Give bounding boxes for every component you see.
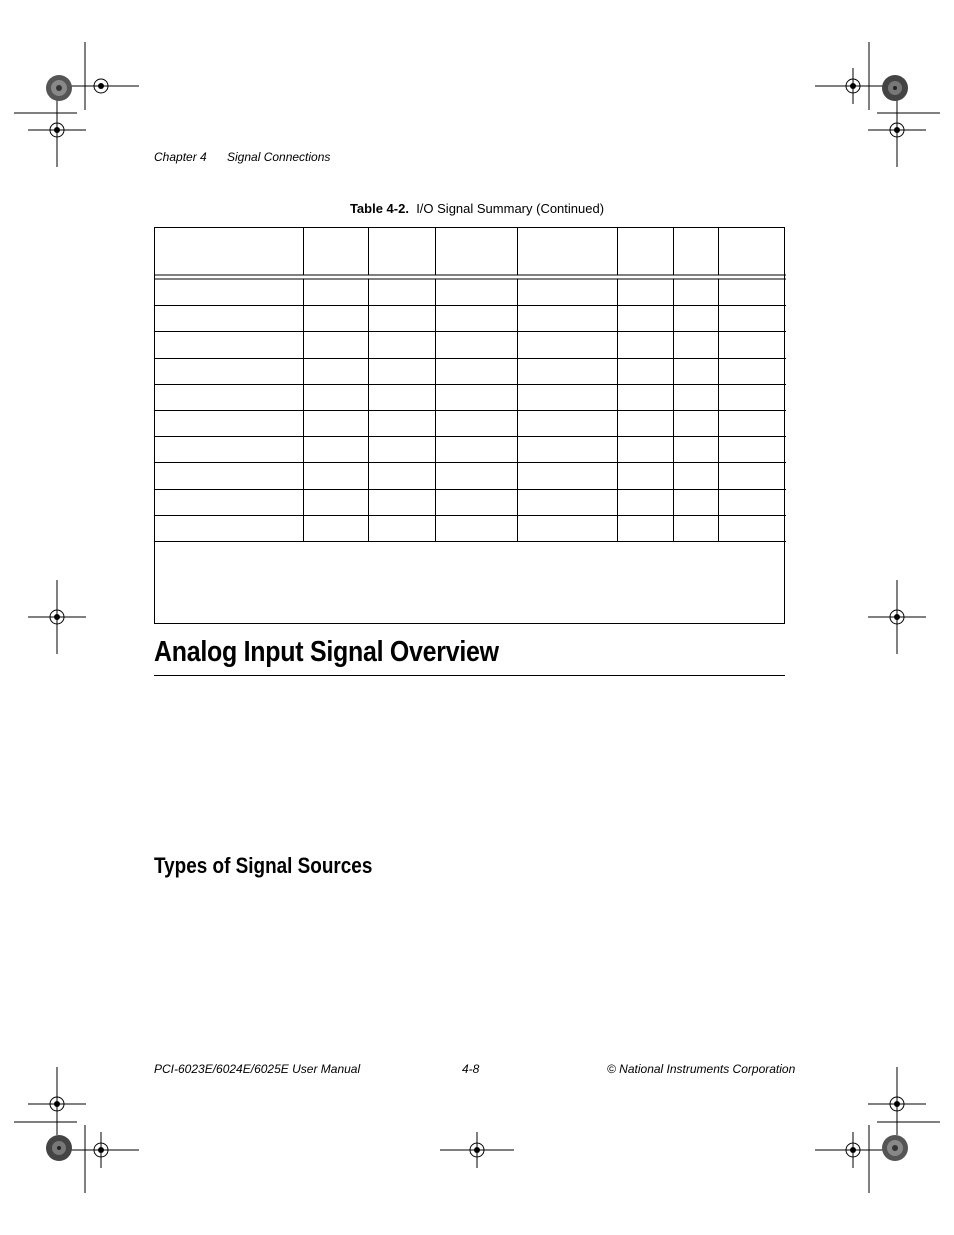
footer-manual: PCI-6023E/6024E/6025E User Manual — [154, 1062, 361, 1076]
section-heading: Analog Input Signal Overview — [154, 636, 499, 668]
heading-rule — [154, 675, 785, 676]
table-caption — [0, 201, 954, 216]
header-chapter: Chapter 4 — [154, 150, 207, 164]
header-section: Signal Connections — [227, 150, 331, 164]
table-grid — [155, 228, 786, 625]
footer-page-number: 4-8 — [462, 1062, 480, 1076]
signal-summary-table — [154, 227, 785, 624]
subsection-heading: Types of Signal Sources — [154, 853, 373, 878]
footer-copyright: © National Instruments Corporation — [607, 1062, 796, 1076]
table-caption-label: Table 4-2. — [349, 201, 409, 216]
table-caption-text: I/O Signal Summary (Continued) — [416, 201, 605, 216]
